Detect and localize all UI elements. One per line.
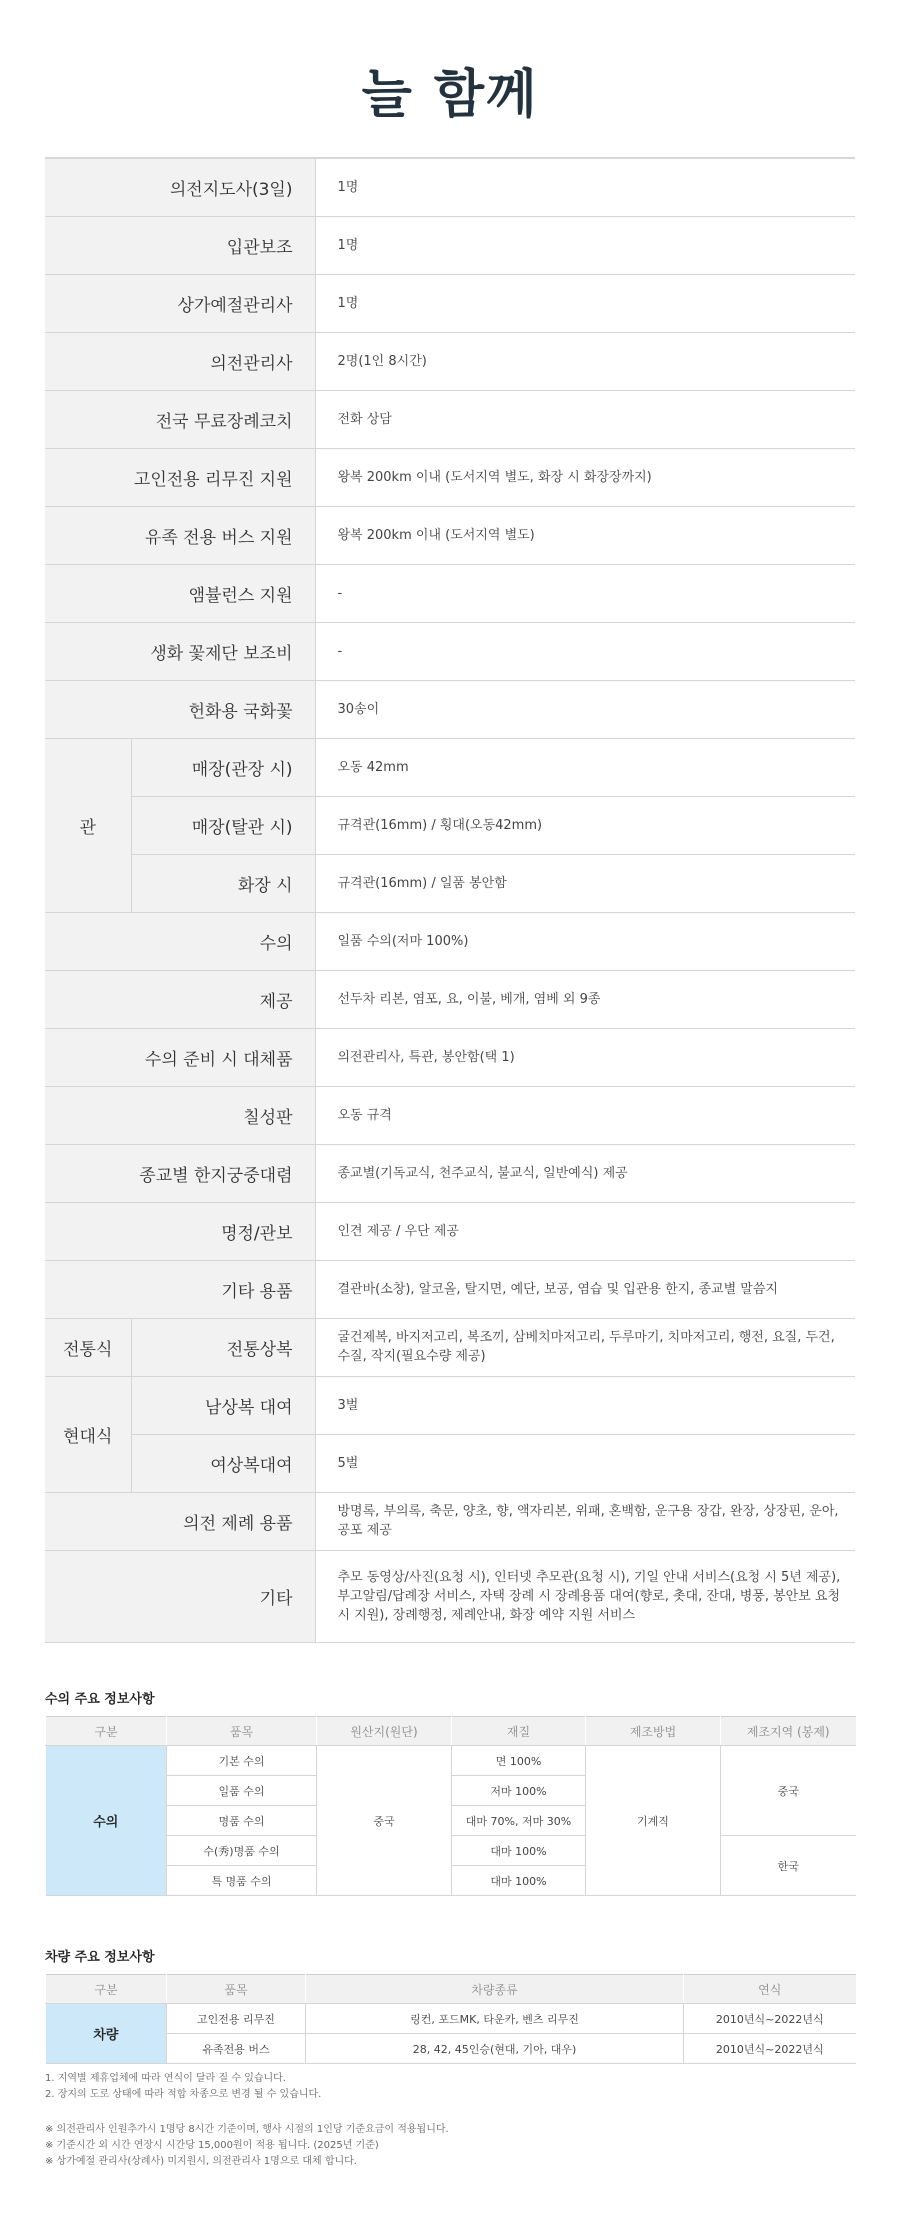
table-row (45, 216, 855, 274)
row-label: 의전 제례 용품 (45, 1492, 315, 1550)
table-row (45, 274, 855, 332)
row-value: 오동 42mm (315, 738, 855, 796)
row-label: 화장 시 (131, 854, 315, 912)
table-row (45, 158, 855, 216)
note-line: 1. 지역별 제휴업체에 따라 연식이 달라 질 수 있습니다. (45, 2073, 287, 2084)
row-value: 왕복 200km 이내 (도서지역 별도) (315, 506, 855, 564)
vehicle-type-cell: 링컨, 포드MK, 타운카, 벤츠 리무진 (306, 2004, 684, 2034)
column-header: 제조지역 (봉제) (721, 1717, 856, 1746)
year-cell: 2010년식~2022년식 (684, 2034, 856, 2064)
region-cell: 중국 (721, 1746, 856, 1836)
material-cell: 대마 100% (452, 1866, 586, 1896)
vehicle-info-title: 차량 주요 정보사항 (45, 1950, 155, 1965)
item-cell: 수(秀)명품 수의 (167, 1836, 317, 1866)
row-label: 매장(관장 시) (131, 738, 315, 796)
row-label: 여상복대여 (131, 1434, 315, 1492)
row-label: 칠성판 (45, 1086, 315, 1144)
row-label: 유족 전용 버스 지원 (45, 506, 315, 564)
row-label: 매장(탈관 시) (131, 796, 315, 854)
column-header: 연식 (684, 1975, 856, 2004)
note-line: ※ 기준시간 외 시간 연장시 시간당 15,000원이 적용 됩니다. (2025년 기준) (45, 2140, 379, 2151)
table-row (45, 1086, 855, 1144)
item-cell: 유족전용 버스 (167, 2034, 306, 2064)
column-header: 품목 (167, 1975, 306, 2004)
row-value: 1명 (315, 274, 855, 332)
table-row (45, 332, 855, 390)
table-row (45, 970, 855, 1028)
table-row (46, 2034, 856, 2064)
row-label: 의전지도사(3일) (45, 158, 315, 216)
category-label: 수의 (46, 1746, 167, 1896)
group-label-coffin: 관 (45, 738, 131, 912)
item-cell: 특 명품 수의 (167, 1866, 317, 1896)
group-label-traditional: 전통식 (45, 1318, 131, 1376)
category-label: 차량 (46, 2004, 167, 2064)
row-label: 기타 (45, 1550, 315, 1642)
vehicle-notes (45, 2071, 321, 2103)
material-cell: 면 100% (452, 1746, 586, 1776)
row-label: 전통상복 (131, 1318, 315, 1376)
column-header: 품목 (167, 1717, 317, 1746)
row-label: 상가예절관리사 (45, 274, 315, 332)
table-row (45, 1550, 855, 1642)
row-label: 고인전용 리무진 지원 (45, 448, 315, 506)
row-value: 30송이 (315, 680, 855, 738)
note-line: ※ 상가예절 관리사(상례사) 미지원시, 의전관리사 1명으로 대체 합니다. (45, 2156, 357, 2167)
row-value: 5벌 (315, 1434, 855, 1492)
column-header: 재질 (452, 1717, 586, 1746)
row-value: 일품 수의(저마 100%) (315, 912, 855, 970)
column-header: 제조방법 (586, 1717, 721, 1746)
origin-cell: 중국 (317, 1746, 452, 1896)
row-value: 전화 상담 (315, 390, 855, 448)
row-value: 2명(1인 8시간) (315, 332, 855, 390)
row-value: - (315, 564, 855, 622)
page-title: 늘 함께 (361, 65, 539, 125)
row-label: 제공 (45, 970, 315, 1028)
row-value: 1명 (315, 158, 855, 216)
column-header: 원산지(원단) (317, 1717, 452, 1746)
table-row (46, 1746, 856, 1776)
row-label: 명정/관보 (45, 1202, 315, 1260)
row-value: 오동 규격 (315, 1086, 855, 1144)
row-value: 방명록, 부의록, 축문, 양초, 향, 액자리본, 위패, 혼백함, 운구용 장갑, 완장, 상장핀, 운아, 공포 제공 (315, 1492, 855, 1550)
row-value: 선두차 리본, 염포, 요, 이불, 베개, 염베 외 9종 (315, 970, 855, 1028)
row-value: 규격관(16mm) / 횡대(오동42mm) (315, 796, 855, 854)
table-row (45, 796, 855, 854)
row-label: 입관보조 (45, 216, 315, 274)
service-table (45, 157, 855, 1643)
row-value: 추모 동영상/사진(요청 시), 인터넷 추모관(요청 시), 기일 안내 서비스(요청 시 5년 제공), 부고알림/답례장 서비스, 자택 장례 시 장례용품 대여(향로, 촛대, 잔대, 병풍, 봉안보 요청 시 지원), 장례행정, 제례안내, 화장 예약 지원 서비스 (315, 1550, 855, 1642)
table-row (45, 1028, 855, 1086)
item-cell: 기본 수의 (167, 1746, 317, 1776)
table-row (45, 738, 855, 796)
row-value: 종교별(기독교식, 천주교식, 불교식, 일반예식) 제공 (315, 1144, 855, 1202)
row-label: 수의 준비 시 대체품 (45, 1028, 315, 1086)
table-row (45, 1492, 855, 1550)
row-label: 전국 무료장례코치 (45, 390, 315, 448)
row-label: 앰뷸런스 지원 (45, 564, 315, 622)
row-value: 왕복 200km 이내 (도서지역 별도, 화장 시 화장장까지) (315, 448, 855, 506)
item-cell: 일품 수의 (167, 1776, 317, 1806)
table-row (45, 564, 855, 622)
row-value: 굴건제복, 바지저고리, 복조끼, 삼베치마저고리, 두루마기, 치마저고리, 행전, 요질, 두건, 수질, 작지(필요수량 제공) (315, 1318, 855, 1376)
service-notes (45, 2122, 449, 2170)
note-line: 2. 장지의 도로 상태에 따라 적합 차종으로 변경 될 수 있습니다. (45, 2089, 322, 2100)
shroud-info-title: 수의 주요 정보사항 (45, 1692, 155, 1707)
table-row (45, 390, 855, 448)
row-value: 결관바(소창), 알코올, 탈지면, 예단, 보공, 염습 및 입관용 한지, 종교별 말씀지 (315, 1260, 855, 1318)
material-cell: 저마 100% (452, 1776, 586, 1806)
item-cell: 명품 수의 (167, 1806, 317, 1836)
table-row (45, 680, 855, 738)
vehicle-info-table (45, 1974, 856, 2064)
table-row (45, 1260, 855, 1318)
table-row (45, 1144, 855, 1202)
table-row (46, 2004, 856, 2034)
row-label: 남상복 대여 (131, 1376, 315, 1434)
table-header-row (46, 1717, 856, 1746)
row-label: 종교별 한지궁중대렴 (45, 1144, 315, 1202)
vehicle-type-cell: 28, 42, 45인승(현대, 기아, 대우) (306, 2034, 684, 2064)
row-value: 의전관리사, 특관, 봉안함(택 1) (315, 1028, 855, 1086)
column-header: 구분 (46, 1975, 167, 2004)
row-value: 1명 (315, 216, 855, 274)
row-value: 3벌 (315, 1376, 855, 1434)
row-label: 의전관리사 (45, 332, 315, 390)
table-header-row (46, 1975, 856, 2004)
column-header: 구분 (46, 1717, 167, 1746)
table-row (45, 506, 855, 564)
table-row (45, 622, 855, 680)
shroud-info-table (45, 1716, 856, 1896)
table-row (45, 1376, 855, 1434)
row-value: 인견 제공 / 우단 제공 (315, 1202, 855, 1260)
row-value: - (315, 622, 855, 680)
table-row (45, 1318, 855, 1376)
table-row (45, 1202, 855, 1260)
group-label-modern: 현대식 (45, 1376, 131, 1492)
material-cell: 대마 70%, 저마 30% (452, 1806, 586, 1836)
material-cell: 대마 100% (452, 1836, 586, 1866)
table-row (45, 1434, 855, 1492)
table-row (45, 448, 855, 506)
row-label: 기타 용품 (45, 1260, 315, 1318)
row-label: 생화 꽃제단 보조비 (45, 622, 315, 680)
table-row (45, 854, 855, 912)
region-cell: 한국 (721, 1836, 856, 1896)
column-header: 차량종류 (306, 1975, 684, 2004)
row-label: 수의 (45, 912, 315, 970)
note-line: ※ 의전관리사 인원추가시 1명당 8시간 기준이며, 행사 시점의 1인당 기준요금이 적용됩니다. (45, 2124, 449, 2135)
item-cell: 고인전용 리무진 (167, 2004, 306, 2034)
row-label: 헌화용 국화꽃 (45, 680, 315, 738)
method-cell: 기계직 (586, 1746, 721, 1896)
year-cell: 2010년식~2022년식 (684, 2004, 856, 2034)
table-row (45, 912, 855, 970)
row-value: 규격관(16mm) / 일품 봉안함 (315, 854, 855, 912)
